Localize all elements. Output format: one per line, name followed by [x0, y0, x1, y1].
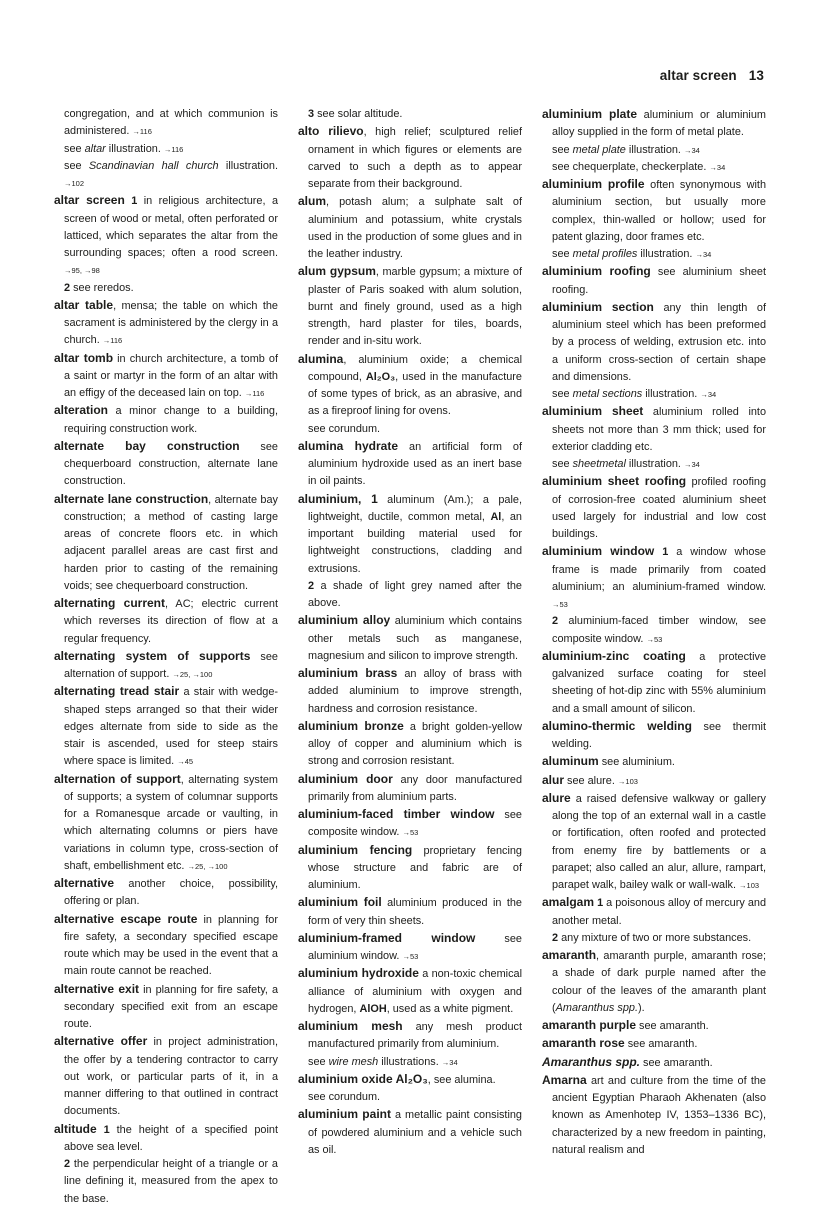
entry-text: any thin length of aluminium steel which has been preformed by a process of welding, extrusion etc. into a uniform cross-section of certain shape and dimensions.	[552, 301, 766, 383]
entry-subsense	[298, 1089, 522, 1106]
entry-subsense	[298, 421, 522, 438]
headword: aluminium sheet roofing	[542, 474, 687, 489]
entry-subsense	[542, 456, 766, 473]
entry-text: illustration.	[637, 248, 696, 260]
headword: altitude	[54, 1121, 97, 1136]
headword: altar screen	[54, 193, 125, 208]
sense-number: 2	[64, 1158, 71, 1170]
entry-text: , high relief; sculptured relief ornament in which figures or elements are carved to such a depth as to appear separate from their background.	[308, 126, 522, 190]
dictionary-entry	[542, 947, 766, 1017]
headword: alternating system of supports	[54, 648, 251, 663]
cross-reference: →34	[695, 250, 712, 259]
headword: Amaranthus spp.	[542, 1054, 641, 1069]
dictionary-entry	[54, 648, 278, 684]
entry-subsense	[54, 141, 278, 158]
headword: alternating current	[54, 596, 165, 610]
entry-text: , alternate bay construction; a method of casting large areas of concrete floors etc. in which adjacent parallel areas are cast first and harden prior to casting of the remaining voids; see chequerboard construction.	[64, 493, 278, 592]
dictionary-entry	[54, 106, 278, 141]
dictionary-entry	[54, 683, 278, 770]
entry-text: aluminum (Am.); a pale, lightweight, ductile, common metal,	[308, 493, 522, 523]
entry-text: illustration.	[625, 458, 684, 470]
entry-text: see thermit welding.	[552, 720, 766, 750]
cross-reference: →25, →100	[172, 670, 213, 679]
cross-reference: →34	[683, 460, 700, 469]
column-right	[542, 106, 766, 1159]
headword: aluminium-framed window	[298, 930, 476, 945]
cross-reference: →103	[617, 776, 638, 786]
headword: aluminium bronze	[298, 718, 404, 733]
dictionary-entry	[54, 350, 278, 403]
dictionary-entry	[54, 1033, 278, 1120]
headword: alumino-thermic welding	[542, 718, 692, 733]
entry-subsense	[542, 246, 766, 263]
dictionary-entry	[298, 263, 522, 350]
cross-reference: →116	[244, 389, 265, 398]
cross-reference: →34	[441, 1057, 458, 1067]
cross-reference: →103	[739, 881, 760, 890]
dictionary-entry	[54, 911, 278, 981]
sense-number: Al₂O₃	[365, 370, 396, 383]
headword: Amarna	[542, 1072, 587, 1087]
dictionary-entry	[54, 875, 278, 911]
italic-term: wire mesh	[328, 1055, 379, 1068]
entry-text: illustration.	[105, 142, 164, 155]
dictionary-entry	[298, 491, 522, 578]
headword: aluminium window	[542, 544, 655, 559]
entry-text: , see alumina.	[427, 1073, 496, 1086]
entry-text: ).	[637, 1001, 645, 1014]
entry-text: , potash alum; a sulphate salt of aluminium and potassium, white crystals used in the production of some glues and in the leather industry.	[308, 196, 522, 260]
headword: aluminium section	[542, 299, 654, 314]
dictionary-entry	[542, 772, 766, 790]
entry-subsense	[298, 106, 522, 123]
sense-number: 1	[597, 897, 604, 910]
italic-term: Scandinavian hall church	[88, 159, 219, 172]
entry-text: a minor change to a building, requiring construction work.	[64, 405, 278, 435]
entry-text: see	[552, 143, 573, 156]
headword: alternation of support	[54, 771, 181, 786]
entry-text: a poisonous alloy of mercury and another metal.	[552, 897, 766, 927]
italic-term: metal profiles	[572, 248, 638, 260]
dictionary-entry	[542, 718, 766, 754]
entry-text: often synonymous with aluminium section, but usually more complex, thin-walled or hollow; used for patent glazing, door frames etc.	[552, 179, 766, 243]
cross-reference: →53	[402, 952, 419, 961]
headword: aluminium-zinc coating	[542, 648, 686, 663]
entry-text: , an important building material used for lightweight constructions, cladding and extrusions.	[308, 510, 522, 575]
entry-text: , marble gypsum; a mixture of plaster of Paris soaked with alum solution, burnt and finely ground, used as a high strength, hard plaster for tiles, boards, render and in-situ work.	[308, 266, 522, 348]
cross-reference: →34	[683, 145, 700, 155]
headword: amaranth purple	[542, 1018, 637, 1032]
headword: alteration	[54, 403, 109, 418]
entry-text: see	[552, 458, 573, 470]
entry-text: see amaranth.	[640, 1056, 713, 1069]
sense-number: 2	[308, 579, 315, 592]
headword: altar tomb	[54, 350, 114, 365]
sense-number: AlOH	[359, 1002, 387, 1015]
entry-text: in religious architecture, a screen of wood or metal, often perforated or latticed, which separates the altar from the surrounding spaces; often a rood screen.	[64, 195, 278, 259]
entry-text: an artificial form of aluminium hydroxide used as an inert base in oil paints.	[308, 440, 523, 488]
dictionary-entry	[542, 299, 766, 386]
headword: alternative exit	[54, 981, 140, 996]
entry-subsense	[542, 142, 766, 159]
entry-text: illustration.	[642, 388, 701, 400]
entry-text: aluminium or aluminium alloy supplied in the form of metal plate.	[552, 109, 766, 139]
headword: alum gypsum	[298, 264, 376, 279]
entry-subsense	[298, 1054, 522, 1071]
entry-text: see chequerboard construction, alternate lane construction.	[64, 440, 278, 488]
column-middle	[298, 106, 522, 1159]
entry-text: in church architecture, a tomb of a saint or martyr in the form of an altar with an effigy of the deceased lain on top.	[64, 352, 278, 399]
entry-text: see solar altitude.	[314, 108, 403, 120]
entry-text: see alternation of support.	[64, 650, 278, 680]
entry-text: aluminium-faced timber window, see composite window.	[552, 615, 766, 645]
entry-text: see aluminium sheet roofing.	[552, 266, 766, 296]
entry-text: see	[552, 248, 573, 260]
entry-text: in project administration, the offer by a tendering contractor to carry out work, or particular parts of it, in a manner differing to that outlined in contract documents.	[64, 1036, 278, 1118]
headword: altar table	[54, 297, 114, 312]
headword: aluminium plate	[542, 107, 637, 121]
dictionary-entry	[54, 402, 278, 438]
dictionary-entry	[542, 753, 766, 771]
dictionary-entry	[298, 894, 522, 930]
entry-text: illustration.	[625, 143, 684, 156]
cross-reference: →116	[132, 127, 152, 137]
italic-term: metal plate	[572, 143, 626, 156]
headword: alumina	[298, 351, 344, 366]
entry-text: a window whose frame is made primarily from coated aluminium; an aluminium-framed window.	[552, 546, 766, 593]
entry-text: , alternating system of supports; a system of columnar supports for a Romanesque arcade or vaulting, in which alternating columns or piers have variations in column type, cross-section of shaft, embellishment etc.	[64, 773, 278, 872]
entry-text: see alure.	[564, 774, 618, 787]
cross-reference: →95, →98	[64, 266, 100, 276]
entry-text: art and culture from the time of the ancient Egyptian Pharaoh Akhenaten (also known as Amenhotep IV, 1353–1336 BC), characterized by a new freedom in painting, natural realism and	[552, 1074, 766, 1156]
headword: aluminium foil	[298, 895, 382, 910]
entry-subsense	[54, 280, 278, 297]
dictionary-entry	[54, 491, 278, 596]
entry-text	[97, 1124, 104, 1136]
headword: aluminium profile	[542, 177, 645, 191]
entry-text: illustration.	[218, 159, 278, 172]
entry-text: see composite window.	[308, 809, 522, 839]
dictionary-entry	[542, 106, 766, 142]
entry-text: see chequerplate, checkerplate.	[552, 160, 710, 173]
headword: amaranth	[542, 948, 597, 962]
entry-text: a bright golden-yellow alloy of copper and aluminium which is strong and corrosion resistant.	[308, 720, 522, 768]
entry-subsense	[54, 158, 278, 193]
entry-text: an alloy of brass with added aluminium to improve strength, hardness and corrosion resistance.	[308, 668, 522, 715]
dictionary-entry	[54, 1121, 278, 1157]
dictionary-entry	[298, 665, 522, 718]
entry-text: see reredos.	[70, 281, 134, 294]
entry-text: in planning for fire safety, a secondary specified escape route which may be used in the event that a main route cannot be reached.	[64, 913, 278, 978]
dictionary-entry	[542, 403, 766, 456]
headword: aluminium paint	[298, 1107, 391, 1122]
dictionary-entry	[542, 543, 766, 613]
entry-text: see corundum.	[308, 1091, 381, 1103]
entry-text: congregation, and at which communion is administered.	[64, 108, 278, 138]
entry-text: , mensa; the table on which the sacrament is administered by the clergy in a church.	[64, 299, 278, 347]
entry-text: , used in the manufacture of some types of brick, as an abrasive, and as a fireproof lining for ovens.	[308, 370, 522, 418]
dictionary-entry	[298, 1018, 522, 1054]
headword: aluminium roofing	[542, 264, 651, 279]
dictionary-entry	[298, 438, 522, 491]
cross-reference: →53	[402, 828, 419, 838]
dictionary-entry	[54, 297, 278, 350]
dictionary-entry	[298, 718, 522, 771]
headword: alto rilievo	[298, 124, 364, 139]
entry-text: see aluminium.	[598, 756, 675, 769]
cross-reference: →34	[709, 162, 726, 172]
headword: alternative offer	[54, 1034, 148, 1049]
cross-reference: →53	[646, 634, 663, 644]
sense-number: 3	[308, 108, 315, 120]
entry-text: aluminium which contains other metals such as manganese, magnesium and silicon to improve strength.	[308, 615, 522, 662]
entry-text: see amaranth.	[624, 1038, 698, 1051]
headword: aluminium sheet	[542, 404, 644, 419]
entry-text: the perpendicular height of a triangle or a line defining it, measured from the apex to the base.	[64, 1158, 278, 1205]
headword: amalgam	[542, 895, 595, 910]
headword: aluminium mesh	[298, 1019, 403, 1033]
entry-text: any door manufactured primarily from aluminium parts.	[308, 773, 523, 803]
dictionary-entry	[542, 790, 766, 895]
dictionary-entry	[298, 842, 522, 895]
entry-text: any mixture of two or more substances.	[558, 931, 752, 944]
entry-subsense	[542, 159, 766, 176]
headword: alur	[542, 772, 565, 787]
italic-term: metal sections	[572, 388, 643, 400]
cross-reference: →102	[64, 179, 85, 188]
entry-text: , amaranth purple, amaranth rose; a shade of dark purple named after the colour of the leaves of the amaranth plant (	[552, 950, 766, 1014]
cross-reference: →34	[700, 390, 717, 399]
entry-subsense	[542, 613, 766, 648]
italic-term: sheetmetal	[572, 458, 626, 470]
page-number: 13	[748, 68, 764, 83]
dictionary-entry	[298, 193, 522, 263]
headword: alternating tread stair	[54, 684, 180, 699]
entry-text: aluminium produced in the form of very thin sheets.	[308, 897, 522, 927]
entry-text: a metallic paint consisting of powdered aluminium and a vehicle such as oil.	[308, 1109, 522, 1156]
sense-number: 2	[552, 615, 559, 628]
dictionary-entry	[542, 263, 766, 299]
headword: aluminium door	[298, 771, 393, 786]
running-header	[660, 68, 764, 83]
headword: aluminium-faced timber window	[298, 807, 495, 821]
entry-text: see	[64, 142, 85, 155]
entry-text: see	[552, 388, 573, 400]
entry-text: any mesh product manufactured primarily from aluminium.	[308, 1021, 523, 1051]
entry-text: , AC; electric current which reverses its direction of flow at a regular frequency.	[64, 598, 278, 645]
entry-text: another choice, possibility, offering or plan.	[64, 878, 278, 908]
sense-number: 1	[131, 195, 138, 208]
entry-subsense	[542, 386, 766, 403]
headword: aluminium alloy	[298, 613, 391, 628]
entry-subsense	[298, 578, 522, 613]
dictionary-entry	[54, 595, 278, 648]
dictionary-entry	[542, 894, 766, 930]
headword: alternative	[54, 876, 115, 890]
dictionary-entry	[54, 771, 278, 876]
dictionary-entry	[54, 981, 278, 1034]
entry-text: in planning for fire safety, a secondary specified exit from an escape route.	[64, 983, 278, 1030]
entry-text: a protective galvanized surface coating for steel sheeting of hot-dip zinc with 55% aluminium and a small amount of silicon.	[552, 650, 767, 715]
headword: aluminium, 1	[298, 491, 378, 506]
headword: alumina hydrate	[298, 438, 399, 453]
entry-text: a non-toxic chemical alliance of aluminium with oxygen and hydrogen,	[308, 968, 523, 1015]
headword: alum	[298, 194, 327, 209]
dictionary-entry	[298, 771, 522, 807]
sense-number: 2	[552, 931, 559, 944]
headword: aluminium fencing	[298, 842, 413, 857]
headword: amaranth rose	[542, 1036, 625, 1051]
entry-text: see	[64, 159, 89, 172]
sense-number: 2	[64, 281, 71, 294]
entry-text: a stair with wedge-shaped steps arranged so that their wider edges alternate from side to side as the stair is ascended, used for steep stairs where space is limited.	[64, 686, 279, 768]
entry-text: proprietary fencing whose structure and fabric are of aluminium.	[308, 844, 522, 891]
entry-text: the height of a specified point above sea level.	[64, 1123, 278, 1153]
dictionary-entry	[298, 123, 522, 193]
dictionary-entry	[298, 351, 522, 421]
entry-text: , aluminium oxide; a chemical compound,	[308, 353, 522, 383]
headword: alure	[542, 790, 571, 805]
cross-reference: →53	[552, 600, 568, 609]
entry-text: profiled roofing of corrosion-free coated aluminium sheet used largely for industrial and low cost buildings.	[552, 476, 766, 540]
cross-reference: →116	[163, 144, 184, 154]
entry-subsense	[54, 1156, 278, 1208]
sense-number: 1	[103, 1123, 110, 1136]
dictionary-entry	[298, 612, 522, 665]
headword: aluminium brass	[298, 666, 398, 680]
italic-term: altar	[84, 142, 106, 155]
entry-text: see aluminium window.	[308, 932, 522, 962]
dictionary-entry	[542, 1017, 766, 1035]
headword: aluminum	[542, 754, 599, 769]
dictionary-entry	[298, 930, 522, 966]
headword: aluminium oxide Al₂O₃	[298, 1071, 428, 1086]
sense-number: 1	[662, 546, 669, 559]
entry-text: see	[308, 1055, 329, 1068]
cross-reference: →116	[102, 336, 123, 346]
cross-reference: →45	[177, 757, 194, 767]
dictionary-entry	[542, 176, 766, 246]
headword: aluminium hydroxide	[298, 966, 419, 981]
entry-text: a shade of light grey named after the above.	[308, 579, 522, 609]
dictionary-entry	[542, 1035, 766, 1053]
column-left	[54, 106, 278, 1208]
dictionary-entry	[298, 965, 522, 1018]
dictionary-entry	[298, 1071, 522, 1089]
dictionary-entry	[542, 1072, 766, 1159]
entry-text: aluminium rolled into sheets not more than 3 mm thick; used for exterior cladding etc.	[552, 406, 767, 453]
headword: alternative escape route	[54, 911, 198, 926]
dictionary-entry	[298, 1106, 522, 1159]
dictionary-entry	[298, 806, 522, 842]
entry-text: illustrations.	[378, 1055, 442, 1068]
headword: alternate lane construction	[54, 491, 209, 506]
running-head-title: altar screen	[659, 68, 737, 83]
entry-text: a raised defensive walkway or gallery along the top of an external wall in a castle or fortification, often roofed and protected from enemy fire by battlements or a parapet; also called an alur, allure, rampart, parapet walk, bailey walk or wall-walk.	[552, 792, 766, 891]
sense-number: Al	[490, 510, 502, 523]
entry-text: see amaranth.	[636, 1020, 709, 1032]
dictionary-entry	[542, 648, 766, 718]
entry-subsense	[542, 930, 766, 947]
entry-text: , used as a white pigment.	[386, 1002, 514, 1015]
dictionary-entry	[54, 438, 278, 491]
dictionary-entry	[54, 192, 278, 279]
cross-reference: →25, →100	[187, 861, 228, 871]
dictionary-entry	[542, 473, 766, 543]
italic-term: Amaranthus spp.	[555, 1001, 638, 1014]
headword: alternate bay construction	[54, 438, 240, 453]
dictionary-entry	[542, 1054, 766, 1072]
entry-text: see corundum.	[308, 422, 381, 435]
